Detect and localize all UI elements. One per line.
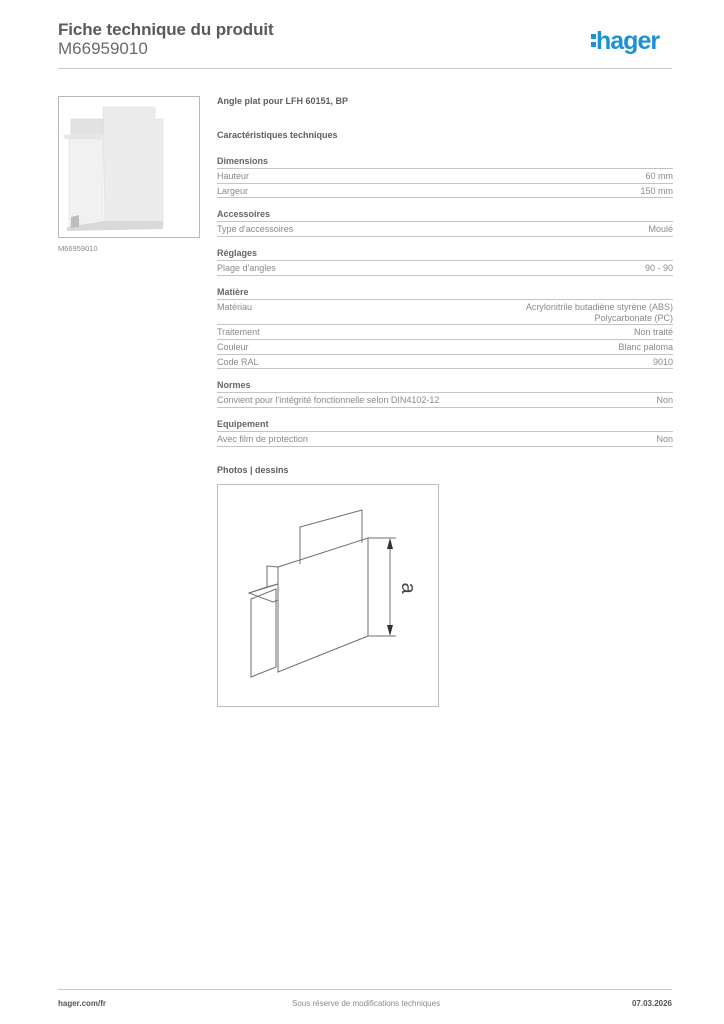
group-title-reglages: Réglages bbox=[217, 248, 258, 258]
spec-label: Plage d'angles bbox=[217, 263, 276, 273]
spec-value: 60 mm bbox=[645, 171, 673, 181]
dimension-drawing-icon bbox=[218, 485, 438, 706]
product-name: Angle plat pour LFH 60151, BP bbox=[217, 96, 349, 106]
spec-row bbox=[217, 299, 673, 324]
spec-value bbox=[526, 302, 673, 324]
spec-label: Couleur bbox=[217, 342, 249, 352]
footer-date: 07.03.2026 bbox=[631, 999, 672, 1008]
spec-label: Largeur bbox=[217, 186, 249, 196]
logo-text: hager bbox=[596, 27, 660, 55]
footer-website-link[interactable]: hager.com/fr bbox=[58, 999, 107, 1008]
spec-row bbox=[217, 354, 673, 369]
group-title-equipement: Equipement bbox=[217, 419, 269, 429]
spec-value-line-2: Polycarbonate (PC) bbox=[594, 313, 673, 323]
footer-disclaimer: Sous réserve de modifications techniques bbox=[292, 999, 441, 1008]
spec-label: Matériau bbox=[217, 302, 253, 312]
spec-label: Type d'accessoires bbox=[217, 224, 294, 234]
dimension-label: a bbox=[397, 582, 419, 594]
spec-row bbox=[217, 392, 673, 408]
product-photo bbox=[58, 96, 200, 238]
hager-logo bbox=[591, 27, 659, 56]
header-divider bbox=[58, 68, 672, 69]
drawings-title: Photos | dessins bbox=[217, 465, 289, 475]
group-title-normes: Normes bbox=[217, 380, 251, 390]
spec-row bbox=[217, 339, 673, 354]
spec-row bbox=[217, 221, 673, 237]
spec-value: Non bbox=[656, 395, 673, 405]
section-title: Caractéristiques techniques bbox=[217, 130, 338, 140]
spec-label: Avec film de protection bbox=[217, 434, 308, 444]
spec-value: 90 - 90 bbox=[644, 263, 673, 273]
spec-value-line-1: Acrylonitrile butadiène styrène (ABS) bbox=[525, 302, 673, 312]
product-reference: M66959010 bbox=[58, 39, 148, 58]
spec-value: 150 mm bbox=[640, 186, 673, 196]
spec-row bbox=[217, 183, 673, 198]
spec-value: Non traité bbox=[633, 327, 673, 337]
group-title-accessoires: Accessoires bbox=[217, 209, 271, 219]
technical-drawing bbox=[217, 484, 439, 707]
spec-value: Non bbox=[656, 434, 673, 444]
spec-row bbox=[217, 260, 673, 276]
spec-value: Moulé bbox=[648, 224, 673, 234]
group-title-matiere: Matière bbox=[217, 287, 249, 297]
footer-divider bbox=[58, 989, 672, 990]
product-photo-icon bbox=[59, 97, 199, 237]
spec-value: Blanc paloma bbox=[618, 342, 673, 352]
group-title-dimensions: Dimensions bbox=[217, 156, 269, 166]
spec-value: 9010 bbox=[652, 357, 673, 367]
spec-label: Convient pour l'intégrité fonctionnelle selon DIN4102-12 bbox=[217, 395, 440, 405]
spec-row bbox=[217, 324, 673, 339]
spec-label: Code RAL bbox=[217, 357, 259, 367]
product-photo-caption: M66959010 bbox=[58, 244, 98, 253]
spec-row bbox=[217, 168, 673, 183]
spec-label: Traitement bbox=[217, 327, 260, 337]
spec-label: Hauteur bbox=[217, 171, 250, 181]
page-title: Fiche technique du produit bbox=[58, 20, 274, 39]
spec-row bbox=[217, 431, 673, 447]
